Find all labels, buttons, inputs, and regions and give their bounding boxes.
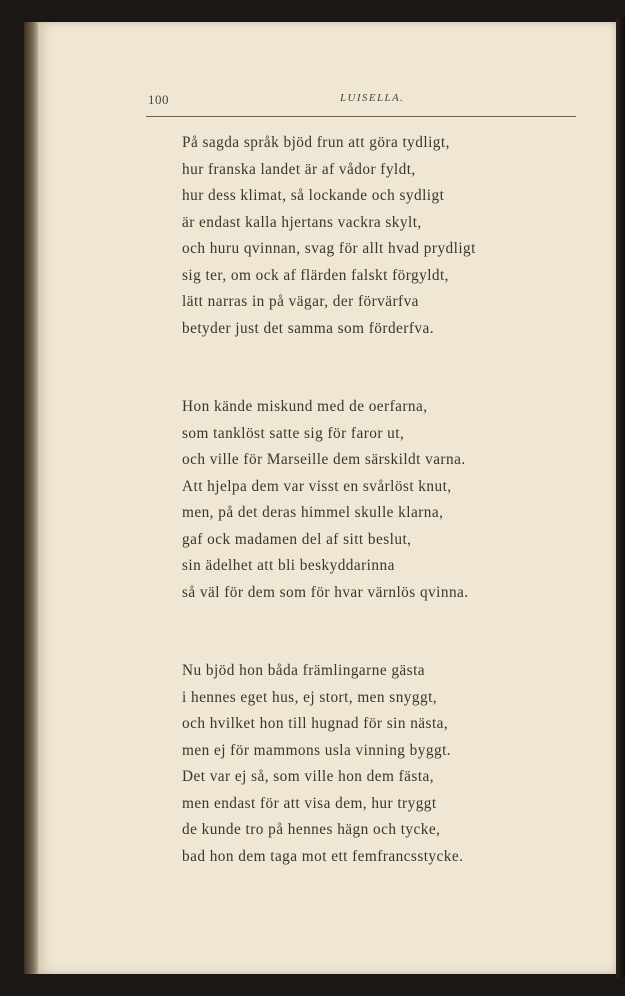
verse-line: Nu bjöd hon båda främlingarne gästa (182, 662, 426, 679)
running-title: LUISELLA. (340, 92, 405, 104)
verse-line: gaf ock madamen del af sitt beslut, (182, 530, 412, 548)
verse-line: På sagda språk bjöd frun att göra tydligt, (182, 134, 450, 151)
verse-line: och hvilket hon till hugnad för sin nästa, (182, 715, 449, 732)
verse-line: betyder just det samma som förderfva. (182, 319, 434, 337)
verse-line: men endast för att visa dem, hur tryggt (182, 794, 437, 812)
verse-line: är endast kalla hjertans vackra skylt, (182, 213, 422, 231)
page-number: 100 (148, 92, 169, 107)
verse-line: så väl för dem som för hvar värnlös qvinna. (182, 583, 469, 601)
verse-line: Det var ej så, som ville hon dem fästa, (182, 768, 435, 785)
verse-line: Att hjelpa dem var visst en svårlöst knut, (182, 477, 452, 495)
stanza (182, 394, 582, 606)
verse-line: bad hon dem taga mot ett femfrancsstycke. (182, 847, 464, 865)
verse-line: lätt narras in på vägar, der förvärfva (182, 293, 419, 310)
verse-line: sin ädelhet att bli beskyddarinna (182, 557, 395, 574)
poem-body (182, 130, 582, 870)
verse-line: sig ter, om ock af flärden falskt förgyldt, (182, 266, 449, 284)
stanza (182, 658, 582, 870)
verse-line: de kunde tro på hennes hägn och tycke, (182, 821, 441, 838)
verse-line: i hennes eget hus, ej stort, men snyggt, (182, 688, 438, 706)
verse-line: och huru qvinnan, svag för allt hvad prydligt (182, 240, 476, 257)
verse-line: men ej för mammons usla vinning byggt. (182, 741, 452, 759)
verse-line: men, på det deras himmel skulle klarna, (182, 504, 444, 521)
page-header (146, 90, 576, 117)
stanza (182, 130, 582, 342)
verse-line: och ville för Marseille dem särskildt varna. (182, 451, 466, 468)
verse-line: hur dess klimat, så lockande och sydligt (182, 187, 445, 204)
verse-line: Hon kände miskund med de oerfarna, (182, 398, 428, 415)
verse-line: hur franska landet är af vådor fyldt, (182, 160, 416, 178)
verse-line: som tanklöst satte sig för faror ut, (182, 424, 405, 442)
page-edge (616, 18, 625, 978)
